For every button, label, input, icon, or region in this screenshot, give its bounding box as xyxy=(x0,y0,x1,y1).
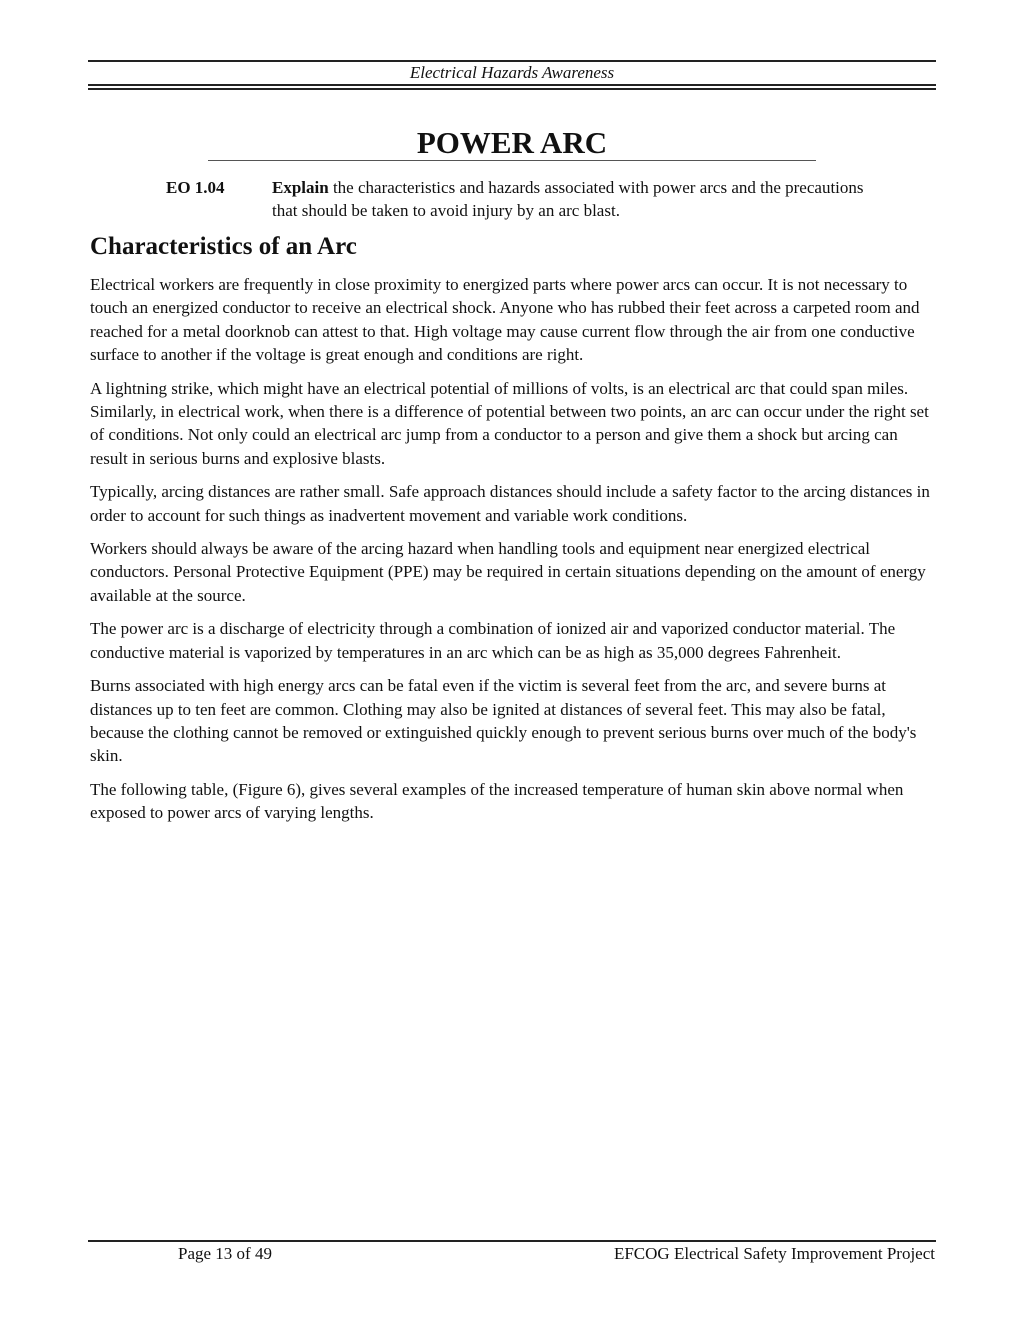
title-underline xyxy=(208,160,816,161)
paragraph: A lightning strike, which might have an electrical potential of millions of volts, is an electrical arc that could span miles. Similarly, in electrical work, when there is a difference of potential between two points, an arc can occur under the right set of conditions. Not only could an electrical arc jump from a conductor to a person and give them a shock but arcing can result in serious burns and explosive blasts. xyxy=(90,378,929,468)
header-bottom-rule xyxy=(88,84,936,86)
objective-body: the characteristics and hazards associated with power arcs and the precautions that should be taken to avoid injury by an arc blast. xyxy=(272,178,864,220)
objective-lead-word: Explain xyxy=(272,178,329,197)
footer-project-name: EFCOG Electrical Safety Improvement Project xyxy=(613,1244,935,1263)
paragraph: The power arc is a discharge of electricity through a combination of ionized air and vaporized conductor material. The conductive material is vaporized by temperatures in an arc which can be as high as 35,000 degrees Fahrenheit. xyxy=(90,619,896,662)
header-bottom-rule-double xyxy=(88,88,936,90)
paragraph: Burns associated with high energy arcs can be fatal even if the victim is several feet from the arc, and severe burns at distances up to ten feet are common. Clothing may also be ignited at distances of several feet. This may also be fatal, because the clothing cannot be removed or extinguished quickly enough to prevent serious burns over much of the body's skin. xyxy=(90,676,917,766)
objective-label: EO 1.04 xyxy=(166,178,225,197)
page-title: POWER ARC xyxy=(416,125,608,160)
page-number: Page 13 of 49 xyxy=(178,1244,272,1263)
paragraph: The following table, (Figure 6), gives several examples of the increased temperature of human skin above normal when exposed to power arcs of varying lengths. xyxy=(90,779,904,823)
running-header-title: Electrical Hazards Awareness xyxy=(409,63,615,82)
section-heading: Characteristics of an Arc xyxy=(90,233,357,260)
paragraph: Typically, arcing distances are rather small. Safe approach distances should include a safety factor to the arcing distances in order to account for such things as inadvertent movement and variable work conditions. xyxy=(90,482,930,525)
objective-text xyxy=(272,176,892,222)
paragraph: Workers should always be aware of the arcing hazard when handling tools and equipment near energized electrical conductors. Personal Protective Equipment (PPE) may be required in certain situations depending on the amount of energy available at the source. xyxy=(90,539,926,605)
body-text xyxy=(90,273,938,835)
paragraph: Electrical workers are frequently in close proximity to energized parts where power arcs can occur. It is not necessary to touch an energized conductor to receive an electrical shock. Anyone who has rubbed their feet across a carpeted room and reached for a metal doorknob can attest to that. High voltage may cause current flow through the air from one conductive surface to another if the voltage is great enough and conditions are right. xyxy=(90,275,920,365)
